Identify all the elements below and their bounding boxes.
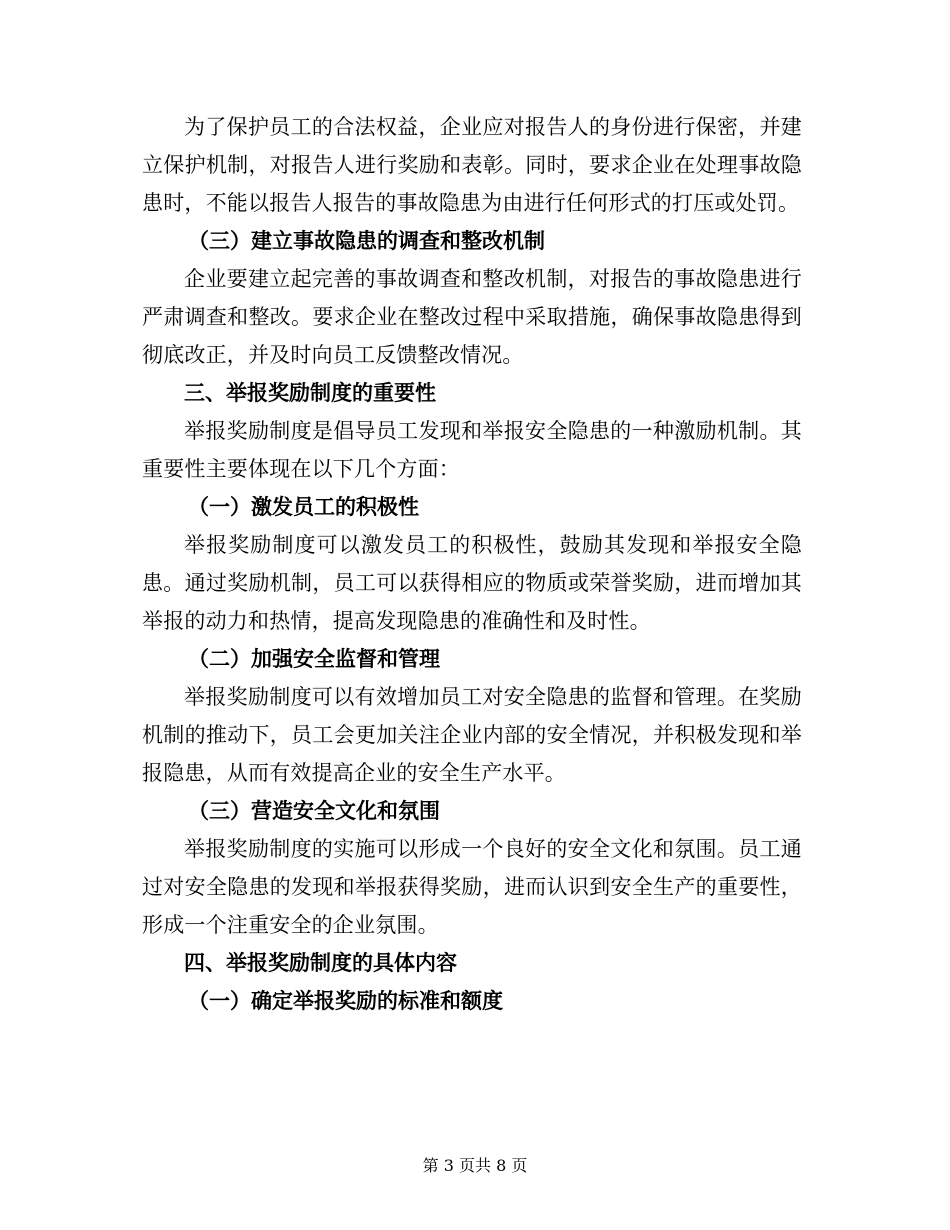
subheading-motivate-employees: （一）激发员工的积极性 [188, 495, 419, 519]
document-body [142, 108, 802, 1020]
paragraph-importance-intro: 举报奖励制度是倡导员工发现和举报安全隐患的一种激励机制。其重要性主要体现在以下几个方面： [142, 419, 802, 481]
paragraph-strengthen-supervision: 举报奖励制度可以有效增加员工对安全隐患的监督和管理。在奖励机制的推动下，员工会更加关注企业内部的安全情况，并积极发现和举报隐患，从而有效提高企业的安全生产水平。 [142, 685, 802, 785]
section-heading-specific-content: 四、举报奖励制度的具体内容 [184, 951, 457, 975]
paragraph-motivate-employees: 举报奖励制度可以激发员工的积极性，鼓励其发现和举报安全隐患。通过奖励机制，员工可以获得相应的物质或荣誉奖励，进而增加其举报的动力和热情，提高发现隐患的准确性和及时性。 [142, 533, 802, 633]
paragraph-safety-culture: 举报奖励制度的实施可以形成一个良好的安全文化和氛围。员工通过对安全隐患的发现和举报获得奖励，进而认识到安全生产的重要性，形成一个注重安全的企业氛围。 [142, 837, 802, 937]
paragraph-investigation-mechanism: 企业要建立起完善的事故调查和整改机制，对报告的事故隐患进行严肃调查和整改。要求企业在整改过程中采取措施，确保事故隐患得到彻底改正，并及时向员工反馈整改情况。 [142, 267, 802, 367]
subheading-investigation-mechanism: （三）建立事故隐患的调查和整改机制 [188, 229, 545, 253]
subheading-reward-standards: （一）确定举报奖励的标准和额度 [188, 989, 503, 1013]
paragraph-reporter-protection: 为了保护员工的合法权益，企业应对报告人的身份进行保密，并建立保护机制，对报告人进行奖励和表彰。同时，要求企业在处理事故隐患时，不能以报告人报告的事故隐患为由进行任何形式的打压或处罚。 [142, 115, 802, 215]
subheading-strengthen-supervision: （二）加强安全监督和管理 [188, 647, 440, 671]
section-heading-importance: 三、举报奖励制度的重要性 [184, 381, 436, 405]
subheading-safety-culture: （三）营造安全文化和氛围 [188, 799, 440, 823]
page-number-footer: 第 3 页共 8 页 [422, 1156, 528, 1175]
